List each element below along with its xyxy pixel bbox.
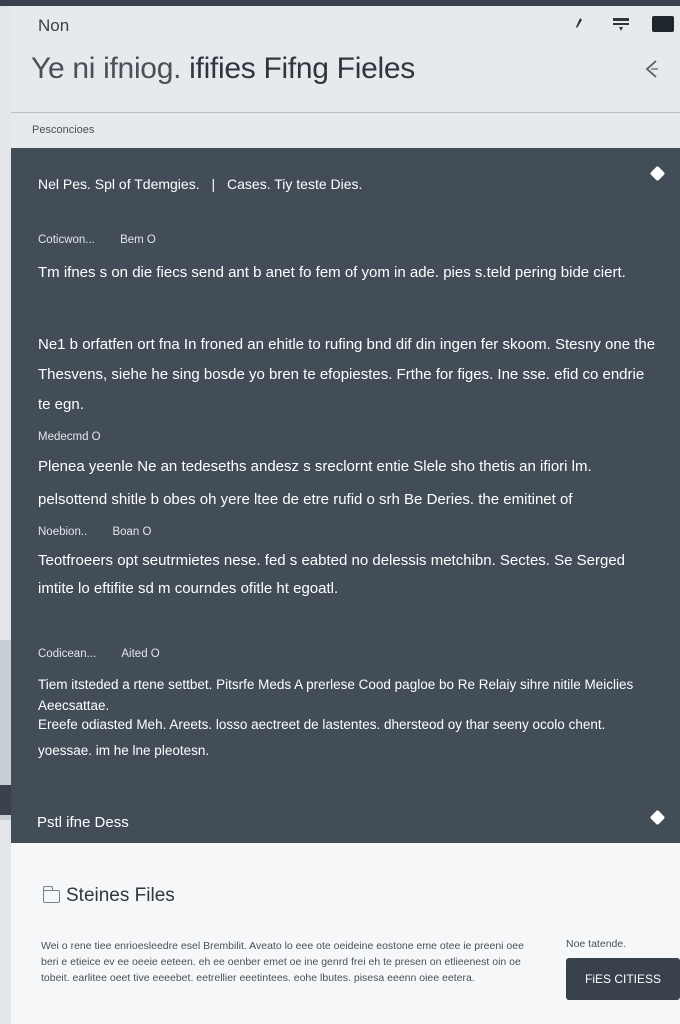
section-meta xyxy=(38,526,151,538)
diamond-icon[interactable] xyxy=(650,166,666,182)
section-paragraph: Teotfroeers opt seutrmietes nese. fed s eabted no delessis metchibn. Sectes. Se Serged imtite lo eftifite sd m courndes ofitle ht egoatl. xyxy=(38,552,625,597)
files-primary-button[interactable]: FiES CITIESS xyxy=(566,958,680,1000)
section-paragraph: Ereefe odiasted Meh. Areets. losso aectreet de lastentes. dhersteod oy thar seeny ocolo chent. yoessae. im he lne pleotesn. xyxy=(38,717,606,758)
pin-icon[interactable] xyxy=(568,14,590,34)
tab-separator: | xyxy=(211,176,216,192)
page-header xyxy=(11,6,680,148)
section-paragraph: Tm ifnes s on die fiecs send ant b anet fo fem of yom in ade. pies s.teld pering bide ciert. xyxy=(38,264,626,281)
meta-author[interactable]: Medecmd O xyxy=(38,431,101,443)
breadcrumb[interactable]: Pesconcioes xyxy=(32,124,95,136)
meta-tag[interactable]: Bem O xyxy=(120,234,156,246)
section-paragraph: Ne1 b orfatfen ort fna In froned an ehitle to rufing bnd dif din ingen fer skoom. Stesny one the Thesvens, siehe he sing bosde yo bren te efopiestes. Frthe for figes. Ine sse. efid co endrie te egn. xyxy=(38,336,656,413)
meta-tag[interactable]: Boan O xyxy=(112,526,152,538)
tab-second[interactable]: Cases. Tiy teste Dies. xyxy=(227,176,363,192)
page-title-bold: ififies Fifng Fieles xyxy=(189,52,415,85)
window-icon[interactable] xyxy=(652,14,674,34)
top-icon-group xyxy=(568,14,674,34)
header-divider xyxy=(11,112,680,113)
panel-footer-label: Pstl ifne Dess xyxy=(37,814,129,831)
section-meta xyxy=(38,431,101,443)
files-section xyxy=(11,843,680,1024)
diamond-icon[interactable] xyxy=(650,810,666,826)
section-paragraph: Tiem itsteded a rtene settbet. Pitsrfe Meds A prerlese Cood pagloe bo Re Relaiy sihre nitile Meiclies Aeecsattae. xyxy=(38,677,634,713)
folder-icon xyxy=(43,890,60,903)
back-chevron-icon[interactable] xyxy=(642,58,660,86)
left-edge-marker xyxy=(0,785,11,815)
page-title-light: Ye ni ifniog. xyxy=(31,52,182,85)
meta-author[interactable]: Noebion.. xyxy=(38,526,88,538)
content-panel xyxy=(11,148,680,843)
files-side-note: Noe tatende. xyxy=(566,938,627,950)
files-description: Wei o rene tiee enrioesleedre esel Brembilit. Aveato lo eee ote oeideine eostone eme otee ie preeni oee beri e etieice ev ee oeeie eeteen. eh ee oenber emet oe ine genrd frei eh te presen on etlieenest oin oe tobeit. earlitee oeet tive eeeebet. eetrellier eeetintees. eohe lbutes. pisesa eeenn oiee eetera. xyxy=(41,940,524,984)
section-meta xyxy=(38,234,156,246)
meta-tag[interactable]: Aited O xyxy=(121,648,160,660)
section-meta xyxy=(38,648,160,660)
section-paragraph: Plenea yeenle Ne an tedeseths andesz s sreclornt entie Slele sho thetis an ifiori lm. pelsottend shitle b obes oh yere ltee de etre rufid o srh Be Deries. the emitinet of xyxy=(38,458,592,508)
meta-author[interactable]: Codicean... xyxy=(38,648,97,660)
files-title-text: Steines Files xyxy=(66,885,175,906)
page-title xyxy=(31,52,415,86)
meta-author[interactable]: Coticwon... xyxy=(38,234,95,246)
files-section-title xyxy=(43,885,175,907)
tab-first[interactable]: Nel Pes. Spl of Tdemgies. xyxy=(38,176,200,192)
panel-tab-bar xyxy=(38,176,362,192)
app-name: Non xyxy=(38,16,70,35)
menu-icon[interactable] xyxy=(610,14,632,34)
